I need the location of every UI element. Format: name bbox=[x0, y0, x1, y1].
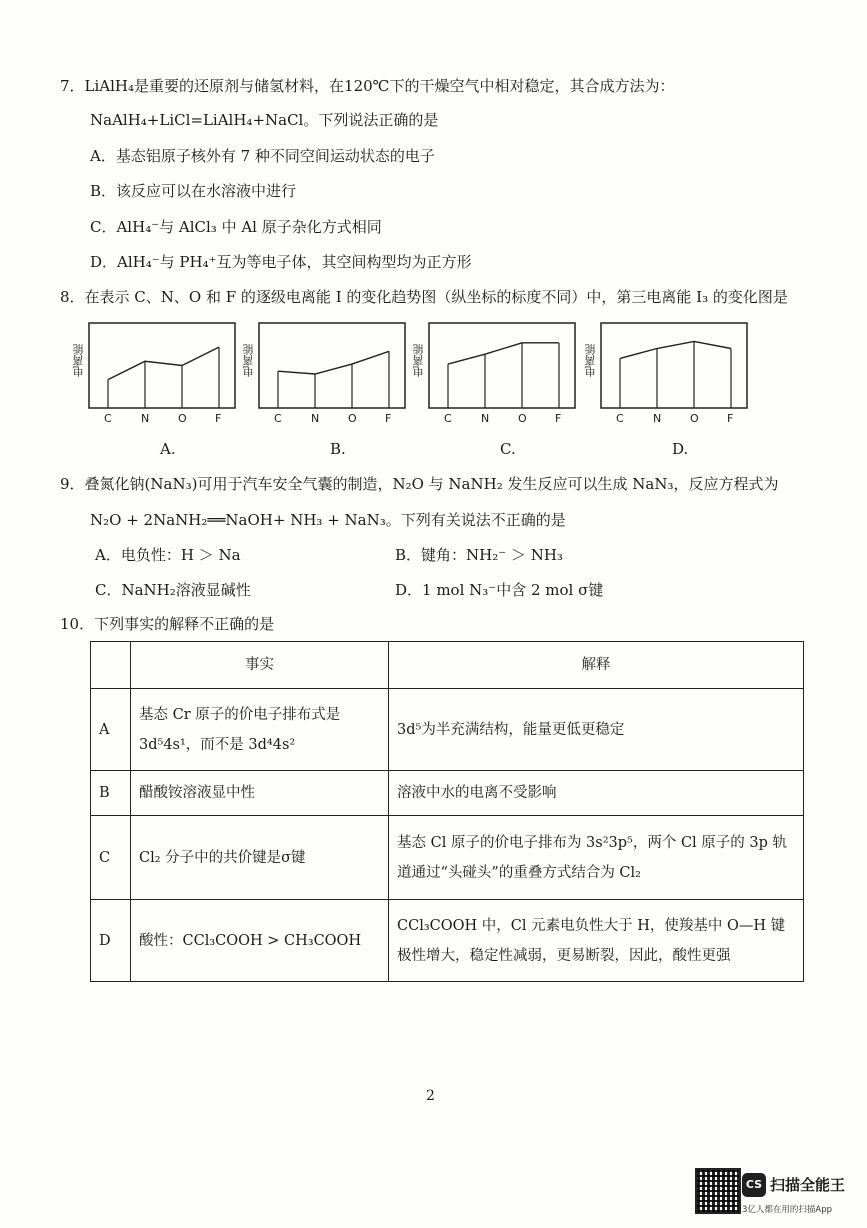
q7-equation: NaAlH₄+LiCl=LiAlH₄+NaCl。下列说法正确的是 bbox=[90, 111, 439, 129]
chart-option-label: D. bbox=[672, 440, 689, 458]
table-row bbox=[91, 900, 804, 982]
fact-line: Cl₂ 分子中的共价键是σ键 bbox=[139, 849, 306, 866]
chart-plot bbox=[258, 322, 406, 409]
fact-line: 基态 Cr 原子的价电子排布式是 bbox=[139, 706, 341, 723]
table-header-cell bbox=[91, 642, 131, 689]
row-label: C bbox=[91, 816, 131, 900]
explanation-line: 3d⁵为半充满结构，能量更低更稳定 bbox=[397, 721, 625, 738]
qr-code-icon bbox=[695, 1168, 741, 1214]
q9-option-c: C．NaNH₂溶液显碱性 bbox=[95, 581, 251, 599]
y-axis-label: 电离能 bbox=[412, 344, 425, 377]
q7-option-b: B．该反应可以在水溶液中进行 bbox=[90, 182, 297, 200]
fact-cell bbox=[131, 816, 389, 900]
brand-name: 扫描全能王 bbox=[770, 1176, 846, 1194]
y-axis-label: 电离能 bbox=[72, 344, 85, 377]
y-axis-label: 电离能 bbox=[584, 344, 597, 377]
q8-stem: 8．在表示 C、N、O 和 F 的逐级电离能 I 的变化趋势图（纵坐标的标度不同）中，第三电离能 I₃ 的变化图是 bbox=[60, 288, 788, 306]
ionization-chart-a bbox=[88, 322, 236, 409]
explanation-line: CCl₃COOH 中，Cl 元素电负性大于 H，使羧基中 O—H 键 bbox=[397, 917, 786, 934]
x-tick-label: C bbox=[274, 412, 282, 425]
q10-stem: 10．下列事实的解释不正确的是 bbox=[60, 615, 275, 633]
row-label: D bbox=[91, 900, 131, 982]
x-tick-label: F bbox=[555, 412, 562, 425]
x-tick-label: C bbox=[104, 412, 112, 425]
fact-line: 醋酸铵溶液显中性 bbox=[139, 785, 255, 801]
fact-line: 3d⁵4s¹，而不是 3d⁴4s² bbox=[139, 736, 296, 753]
brand-tagline: 3亿人都在用的扫描App bbox=[742, 1205, 833, 1215]
q9-option-b: B．键角：NH₂⁻ ＞ NH₃ bbox=[395, 546, 563, 564]
x-tick-label: O bbox=[178, 412, 187, 425]
facts-table bbox=[90, 641, 804, 982]
x-tick-label: N bbox=[481, 412, 490, 425]
fact-cell bbox=[131, 771, 389, 816]
table-header-cell: 解释 bbox=[389, 642, 804, 689]
fact-line: 酸性：CCl₃COOH > CH₃COOH bbox=[139, 932, 362, 949]
chart-frame bbox=[429, 323, 575, 408]
trend-line bbox=[448, 343, 559, 364]
row-label: B bbox=[91, 771, 131, 816]
x-tick-label: O bbox=[518, 412, 527, 425]
q7-stem: 7．LiAlH₄是重要的还原剂与储氢材料，在120℃下的干燥空气中相对稳定，其合成方法为： bbox=[60, 77, 675, 95]
q7-option-c: C．AlH₄⁻与 AlCl₃ 中 Al 原子杂化方式相同 bbox=[90, 218, 382, 236]
x-tick-label: O bbox=[690, 412, 699, 425]
explanation-line: 溶液中水的电离不受影响 bbox=[397, 785, 557, 801]
ionization-chart-b bbox=[258, 322, 406, 409]
trend-line bbox=[108, 347, 219, 380]
camscanner-logo: CS bbox=[742, 1173, 766, 1197]
explanation-line: 极性增大，稳定性减弱，更易断裂，因此，酸性更强 bbox=[397, 947, 731, 964]
q9-option-a: A．电负性：H ＞ Na bbox=[95, 546, 241, 564]
ionization-chart-d bbox=[600, 322, 748, 409]
chart-option-label: A. bbox=[160, 440, 176, 458]
table-row bbox=[91, 689, 804, 771]
x-tick-label: N bbox=[311, 412, 320, 425]
explanation-cell bbox=[389, 689, 804, 771]
chart-plot bbox=[428, 322, 576, 409]
fact-cell bbox=[131, 689, 389, 771]
explanation-line: 道通过“头碰头”的重叠方式结合为 Cl₂ bbox=[397, 864, 641, 881]
chart-frame bbox=[89, 323, 235, 408]
y-axis-label: 电离能 bbox=[242, 344, 255, 377]
x-tick-label: F bbox=[215, 412, 222, 425]
table-header-row bbox=[91, 642, 804, 689]
x-tick-label: O bbox=[348, 412, 357, 425]
q9-stem: 9．叠氮化钠(NaN₃)可用于汽车安全气囊的制造，N₂O 与 NaNH₂ 发生反应可以生成 NaN₃，反应方程式为 bbox=[60, 475, 779, 493]
fact-cell bbox=[131, 900, 389, 982]
x-tick-label: N bbox=[653, 412, 662, 425]
x-tick-label: C bbox=[444, 412, 452, 425]
ionization-chart-c bbox=[428, 322, 576, 409]
q9-option-d: D．1 mol N₃⁻中含 2 mol σ键 bbox=[395, 581, 604, 599]
x-tick-label: C bbox=[616, 412, 624, 425]
trend-line bbox=[620, 341, 731, 358]
explanation-cell bbox=[389, 900, 804, 982]
q7-option-a: A．基态铝原子核外有 7 种不同空间运动状态的电子 bbox=[90, 147, 435, 165]
table-row bbox=[91, 771, 804, 816]
x-tick-label: F bbox=[385, 412, 392, 425]
chart-frame bbox=[601, 323, 747, 408]
table-header-cell: 事实 bbox=[131, 642, 389, 689]
chart-option-label: B. bbox=[330, 440, 346, 458]
q7-option-d: D．AlH₄⁻与 PH₄⁺互为等电子体，其空间构型均为正方形 bbox=[90, 253, 472, 271]
page-number: 2 bbox=[426, 1088, 435, 1104]
x-tick-label: F bbox=[727, 412, 734, 425]
trend-line bbox=[278, 351, 389, 374]
q9-equation: N₂O + 2NaNH₂══NaOH+ NH₃ + NaN₃。下列有关说法不正确的是 bbox=[90, 511, 566, 529]
explanation-line: 基态 Cl 原子的价电子排布为 3s²3p⁵，两个 Cl 原子的 3p 轨 bbox=[397, 834, 788, 851]
row-label: A bbox=[91, 689, 131, 771]
chart-plot bbox=[88, 322, 236, 409]
chart-plot bbox=[600, 322, 748, 409]
chart-frame bbox=[259, 323, 405, 408]
chart-option-label: C. bbox=[500, 440, 516, 458]
x-tick-label: N bbox=[141, 412, 150, 425]
explanation-cell bbox=[389, 771, 804, 816]
explanation-cell bbox=[389, 816, 804, 900]
table-row bbox=[91, 816, 804, 900]
